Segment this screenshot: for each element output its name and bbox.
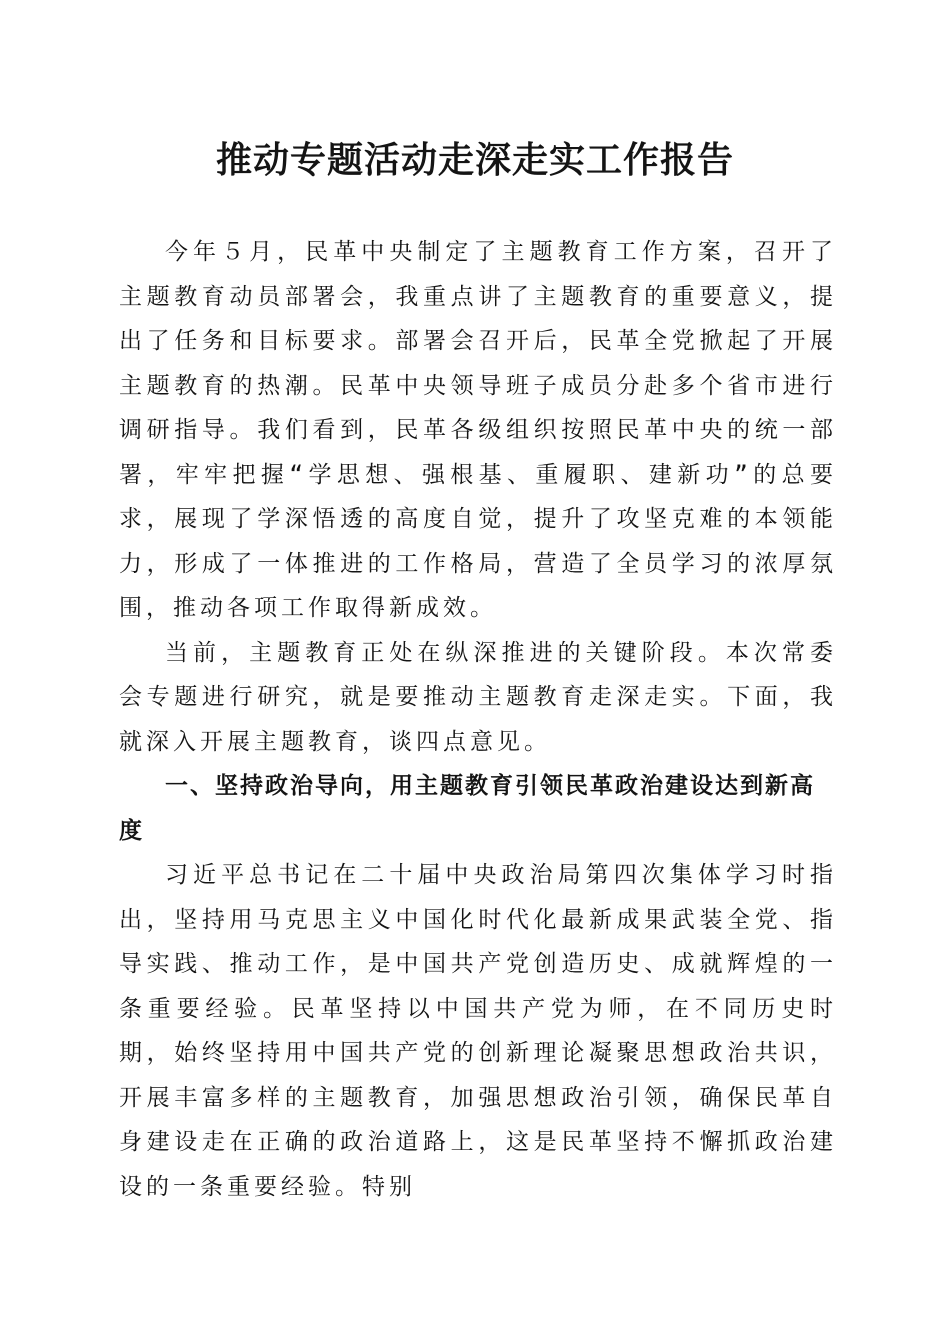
section-1-paragraph: 习近平总书记在二十届中央政治局第四次集体学习时指出，坚持用马克思主义中国化时代化最新成果武装全党、指导实践、推动工作，是中国共产党创造历史、成就辉煌的一条重要经验。民革坚持以中国共产党为师，在不同历史时期，始终坚持用中国共产党的创新理论凝聚思想政治共识，开展丰富多样的主题教育，加强思想政治引领，确保民革自身建设走在正确的政治道路上，这是民革坚持不懈抓政治建设的一条重要经验。特别 [119, 862, 837, 1200]
document-title: 推动专题活动走深走实工作报告 [215, 139, 734, 181]
paragraph-current-stage: 当前，主题教育正处在纵深推进的关键阶段。本次常委会专题进行研究，就是要推动主题教育走深走实。下面，我就深入开展主题教育，谈四点意见。 [119, 639, 837, 755]
paragraph-intro: 今年５月，民革中央制定了主题教育工作方案，召开了主题教育动员部署会，我重点讲了主题教育的重要意义，提出了任务和目标要求。部署会召开后，民革全党掀起了开展主题教育的热潮。民革中央领导班子成员分赴多个省市进行调研指导。我们看到，民革各级组织按照民革中央的统一部署，牢牢把握“学思想、强根基、重履职、建新功”的总要求，展现了学深悟透的高度自觉，提升了攻坚克难的本领能力，形成了一体推进的工作格局，营造了全员学习的浓厚氛围，推动各项工作取得新成效。 [119, 239, 837, 621]
document-body [119, 230, 837, 1209]
section-heading-1: 一、坚持政治导向，用主题教育引领民革政治建设达到新高度 [119, 773, 815, 844]
